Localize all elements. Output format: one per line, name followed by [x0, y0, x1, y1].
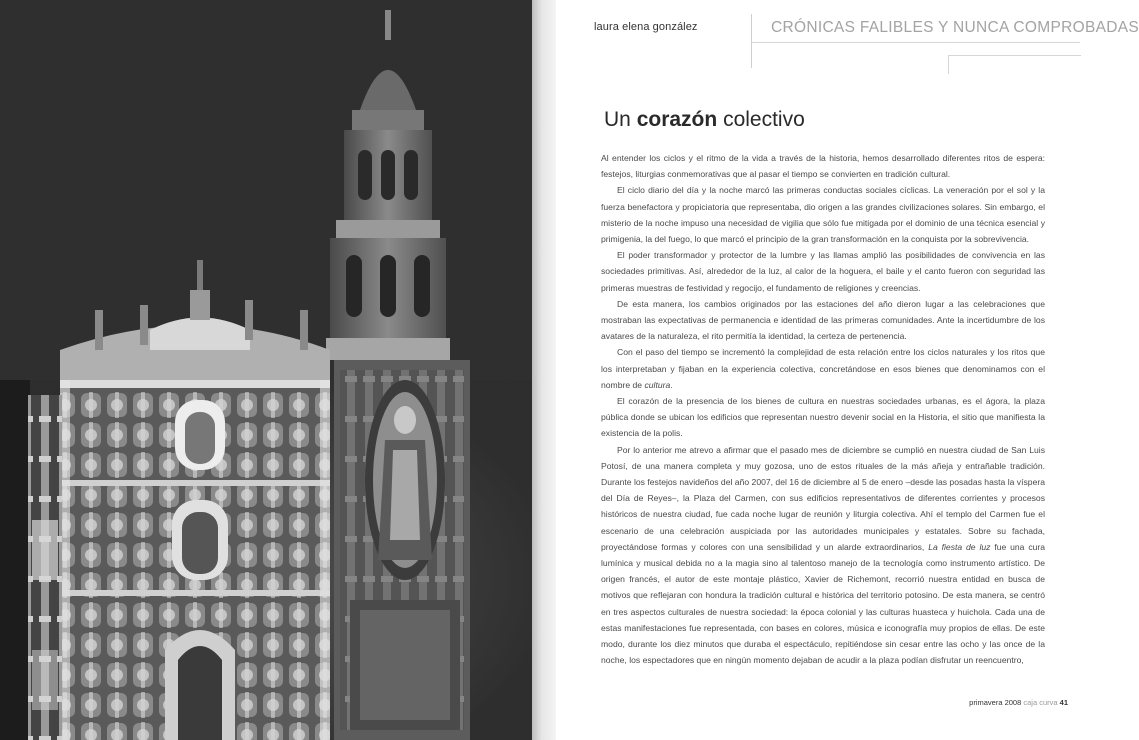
paragraph: Al entender los ciclos y el ritmo de la vida a través de la historia, hemos desarrollado diferentes ritos de espera: festejos, liturgias conmemorativas que al pasar el tiempo se convierten en tradición cultural.	[601, 153, 1045, 180]
footer-issue: primavera 2008	[969, 698, 1022, 707]
paragraph: El poder transformador y protector de la lumbre y las llamas amplió las posibilidades de convivencia en las sociedades primitivas. Así, alrededor de la luz, al calor de la hoguera, el baile y el canto fueron con seguridad las primeras muestras de festividad y regocijo, el fundamento de religiones y creencias.	[601, 250, 1045, 293]
paragraph: El corazón de la presencia de los bienes de cultura en nuestras sociedades urbanas, es el ágora, la plaza pública donde se ubican los edificios que representan nuestro devenir social en la Historia, el sitio que manifiesta la existencia de la polis.	[601, 396, 1045, 439]
paragraph: El ciclo diario del día y la noche marcó las primeras conductas sociales cíclicas. La veneración por el sol y la fuerza benefactora y propiciatoria que representaba, dio origen a las grandes civilizaciones solares. Sin embargo, el misterio de la noche impuso una necesidad de vigilia que sólo fue mitigada por el dominio de una técnica esencial y primigenia, la del fuego, lo que marcó el principio de la gran transformación en la conquista por la sobrevivencia.	[601, 185, 1045, 245]
title-word-post: colectivo	[723, 108, 805, 131]
paragraph: Con el paso del tiempo se incrementó la complejidad de esta relación entre los ciclos naturales y los ritos que los interpretaban y fijaban en la experiencia colectiva, concretándose en esos bienes que denominamos con el nombre de cultura.	[601, 347, 1045, 390]
header-corner-box	[948, 55, 1081, 74]
header-horizontal-rule	[751, 42, 1080, 43]
author-name: laura elena gonzález	[594, 21, 698, 33]
article-page	[556, 0, 1139, 740]
paragraph	[601, 442, 1045, 669]
paragraph-text: fue una cura lumínica y musical debida no a la magia sino al talentoso manejo de la tecnología como instrumento artístico. De origen francés, el autor de este montaje plástico, Xavier de Richemont, recorrió nuestra entidad en busca de motivos que reflejaran con hondura la tradición cultural e histórica del territorio potosino. De esta manera, se centró en tres aspectos culturales de nuestra sociedad: la época colonial y las culturas huasteca y huichola. Cada una de estas manifestaciones fue representada, con bases en colores, música e iconografía muy propios de ellas. De este modo, durante los diez minutos que duraba el espectáculo, repitiéndose sin cesar entre las ocho y las once de la noche, los espectadores que en ningún momento dejaban de acudir a la plaza podían disfrutar un reencuentro,	[601, 541, 1046, 666]
article-body	[601, 150, 1045, 669]
paragraph-text: Por lo anterior me atrevo a afirmar que el pasado mes de diciembre se cumplió en nuestra ciudad de San Luis Potosí, de una manera completa y muy gozosa, uno de estos rituales de la más añeja y entrañable tradición. Durante los festejos navideños del año 2007, del 16 de diciembre al 5 de enero –desde las posadas hasta la víspera del Día de Reyes–, la Plaza del Carmen, con sus edificios representativos de diferentes corrientes y procesos históricos de nuestra ciudad, fue cada noche lugar de reunión y liturgia colectiva. Ahí el templo del Carmen fue el escenario de una celebración auspiciada por las autoridades municipales y estatales. Sobre su fachada, proyectándose formas y colores con una sensibilidad y un alarde extraordinarios,	[601, 444, 1045, 552]
title-word-bold: corazón	[636, 108, 718, 131]
page-footer	[969, 698, 1068, 707]
paragraph: De esta manera, los cambios originados por las estaciones del año dieron lugar a las celebraciones que mostraban las expectativas de permanencia e identidad de las primeras comunidades. Ante la incertidumbre de los avatares de la naturaleza, el rito permitía la identidad, la certeza de pertenencia.	[601, 298, 1045, 342]
italic-title-fiesta-de-luz: La fiesta de luz	[928, 541, 991, 552]
section-running-title: CRÓNICAS FALIBLES Y NUNCA COMPROBADAS	[771, 19, 1139, 36]
paragraph-text: Con el paso del tiempo se incrementó la complejidad de esta relación entre los ciclos naturales y los ritos que los interpretaban y fijaban en la experiencia colectiva, concretándose en esos bienes que denominamos con el nombre de	[601, 347, 1045, 390]
header-vertical-rule	[751, 14, 752, 68]
page-number: 41	[1059, 698, 1068, 707]
page-gutter	[532, 0, 556, 740]
church-photograph	[0, 0, 532, 740]
footer-magazine: caja curva	[1023, 698, 1058, 707]
article-title	[604, 108, 805, 132]
title-word-pre: Un	[604, 108, 631, 131]
church-facade-illustration	[0, 0, 532, 740]
italic-term-cultura: cultura	[644, 379, 671, 390]
